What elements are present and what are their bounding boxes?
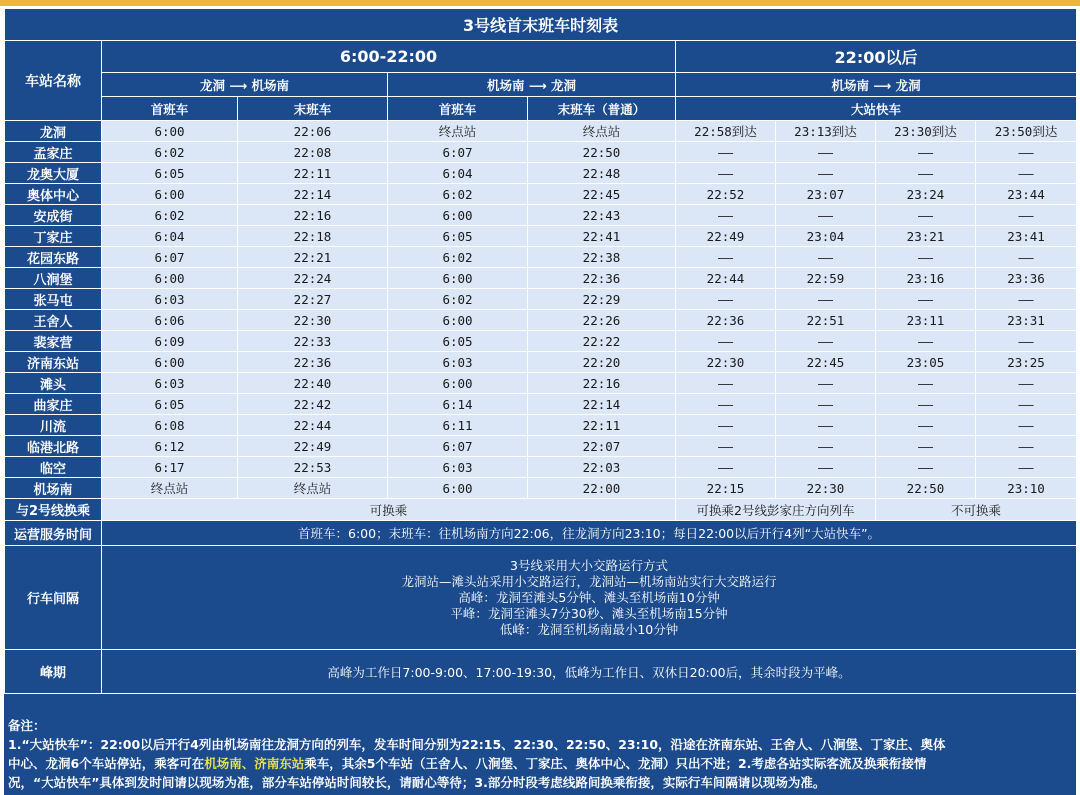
first-train-to-airport-cell: 6:02 [102, 142, 238, 163]
first-train-to-longdong-cell: 6:02 [388, 289, 528, 310]
first-train-to-airport-cell: 6:05 [102, 394, 238, 415]
direction-to-longdong-header: 机场南 ⟶ 龙洞 [388, 73, 676, 97]
interval-line: 平峰：龙洞至滩头7分30秒、滩头至机场南15分钟 [450, 605, 728, 621]
express-2-cell: —— [776, 436, 876, 457]
express-3-cell: —— [876, 373, 976, 394]
notes-text: 中心、龙洞6个车站停站，乘客可在 [8, 756, 205, 771]
express-1-cell: 22:58到达 [676, 121, 776, 142]
last-train-to-longdong-cell: 22:11 [528, 415, 676, 436]
timetable-panel [4, 8, 1076, 795]
station-name: 龙奥大厦 [5, 163, 102, 184]
express-2-cell: 22:59 [776, 268, 876, 289]
station-row [5, 247, 1077, 268]
express-2-cell: 23:04 [776, 226, 876, 247]
first-train-to-longdong-cell: 6:02 [388, 184, 528, 205]
first-train-to-longdong-cell: 6:05 [388, 331, 528, 352]
express-1-cell: —— [676, 457, 776, 478]
last-train-to-longdong-cell: 22:45 [528, 184, 676, 205]
transfer-night-b: 不可换乘 [876, 499, 1077, 521]
express-2-cell: —— [776, 163, 876, 184]
station-row [5, 163, 1077, 184]
day-period-header: 6:00-22:00 [102, 41, 676, 73]
last-train-to-airport-cell: 22:33 [238, 331, 388, 352]
first-train-to-airport-cell: 6:08 [102, 415, 238, 436]
express-4-cell: —— [976, 205, 1077, 226]
express-1-cell: —— [676, 205, 776, 226]
station-name: 曲家庄 [5, 394, 102, 415]
express-4-cell: —— [976, 247, 1077, 268]
express-1-cell: 22:15 [676, 478, 776, 499]
last-train-to-airport-cell: 22:27 [238, 289, 388, 310]
timetable [4, 8, 1077, 694]
first-train-to-airport-cell: 6:06 [102, 310, 238, 331]
express-4-cell: 23:25 [976, 352, 1077, 373]
express-2-cell: 22:51 [776, 310, 876, 331]
station-row [5, 457, 1077, 478]
station-name: 滩头 [5, 373, 102, 394]
express-4-cell: 23:10 [976, 478, 1077, 499]
last-train-to-longdong-cell: 22:00 [528, 478, 676, 499]
station-row [5, 352, 1077, 373]
last-train-to-longdong-cell: 22:03 [528, 457, 676, 478]
express-1-cell: 22:36 [676, 310, 776, 331]
station-row [5, 331, 1077, 352]
notes-heading: 备注： [8, 718, 46, 733]
station-name: 丁家庄 [5, 226, 102, 247]
express-3-cell: —— [876, 142, 976, 163]
last-train-to-longdong-cell: 22:26 [528, 310, 676, 331]
last-train-to-longdong-cell: 22:41 [528, 226, 676, 247]
notes-text: 乘车，其余5个车站（王舍人、八涧堡、丁家庄、奥体中心、龙洞）只出不进；2.考虑各站实际客流及换乘衔接情 [304, 756, 927, 771]
express-1-cell: —— [676, 415, 776, 436]
express-2-cell: —— [776, 289, 876, 310]
first-train-to-longdong-cell: 6:11 [388, 415, 528, 436]
last-train-to-airport-cell: 22:24 [238, 268, 388, 289]
last-train-normal-header: 末班车（普通） [528, 97, 676, 121]
last-train-to-longdong-cell: 22:43 [528, 205, 676, 226]
express-3-cell: 23:11 [876, 310, 976, 331]
station-name: 机场南 [5, 478, 102, 499]
page-title: 3号线首末班车时刻表 [5, 9, 1077, 41]
interval-text [102, 546, 1077, 650]
express-2-cell: 23:13到达 [776, 121, 876, 142]
station-row [5, 121, 1077, 142]
station-row [5, 268, 1077, 289]
last-train-to-airport-cell: 22:11 [238, 163, 388, 184]
highlight-jinan-east: 济南东站 [254, 756, 305, 771]
express-3-cell: —— [876, 436, 976, 457]
express-1-cell: —— [676, 163, 776, 184]
first-train-to-longdong-cell: 6:00 [388, 373, 528, 394]
first-train-to-airport-cell: 6:00 [102, 184, 238, 205]
first-train-to-longdong-cell: 6:04 [388, 163, 528, 184]
station-name: 济南东站 [5, 352, 102, 373]
express-3-cell: —— [876, 394, 976, 415]
transfer-label: 与2号线换乘 [5, 499, 102, 521]
station-row [5, 478, 1077, 499]
express-1-cell: —— [676, 436, 776, 457]
station-name: 裴家营 [5, 331, 102, 352]
station-name: 临空 [5, 457, 102, 478]
highlight-separator: 、 [241, 756, 255, 771]
highlight-airport-south: 机场南 [204, 756, 242, 771]
notes-section [4, 710, 1076, 795]
station-column-header: 车站名称 [5, 41, 102, 121]
express-2-cell: —— [776, 373, 876, 394]
express-3-cell: —— [876, 163, 976, 184]
express-4-cell: —— [976, 163, 1077, 184]
interval-line: 龙洞站—滩头站采用小交路运行，龙洞站—机场南站实行大交路运行 [401, 573, 777, 589]
service-label: 运营服务时间 [5, 521, 102, 546]
notes-line-1: 1.“大站快车”：22:00以后开行4列由机场南往龙洞方向的列车，发车时间分别为22:15、22:30、22:50、23:10，沿途在济南东站、王舍人、八涧堡、丁家庄、奥体 [8, 737, 946, 752]
first-train-to-airport-cell: 6:03 [102, 373, 238, 394]
last-train-to-longdong-cell: 22:36 [528, 268, 676, 289]
last-train-to-longdong-cell: 终点站 [528, 121, 676, 142]
first-train-to-airport-cell: 6:09 [102, 331, 238, 352]
first-train-to-longdong-cell: 终点站 [388, 121, 528, 142]
first-train-to-airport-cell: 6:02 [102, 205, 238, 226]
last-train-to-airport-cell: 22:21 [238, 247, 388, 268]
first-train-to-longdong-cell: 6:03 [388, 457, 528, 478]
first-train-to-longdong-cell: 6:07 [388, 436, 528, 457]
express-4-cell: 23:50到达 [976, 121, 1077, 142]
express-4-cell: 23:31 [976, 310, 1077, 331]
express-1-cell: 22:52 [676, 184, 776, 205]
station-name: 花园东路 [5, 247, 102, 268]
express-2-cell: —— [776, 205, 876, 226]
express-4-cell: —— [976, 373, 1077, 394]
last-train-to-airport-cell: 22:44 [238, 415, 388, 436]
first-train-to-airport-cell: 终点站 [102, 478, 238, 499]
express-1-cell: 22:30 [676, 352, 776, 373]
express-1-cell: —— [676, 331, 776, 352]
express-4-cell: 23:36 [976, 268, 1077, 289]
express-1-cell: —— [676, 142, 776, 163]
night-period-header: 22:00以后 [676, 41, 1077, 73]
express-3-cell: 22:50 [876, 478, 976, 499]
last-train-to-longdong-cell: 22:29 [528, 289, 676, 310]
express-4-cell: —— [976, 142, 1077, 163]
last-train-to-airport-cell: 22:16 [238, 205, 388, 226]
express-header: 大站快车 [676, 97, 1077, 121]
last-train-to-longdong-cell: 22:20 [528, 352, 676, 373]
station-row [5, 205, 1077, 226]
transfer-night-a: 可换乘2号线彭家庄方向列车 [676, 499, 876, 521]
first-train-to-airport-cell: 6:03 [102, 289, 238, 310]
first-train-to-airport-cell: 6:04 [102, 226, 238, 247]
express-4-cell: 23:44 [976, 184, 1077, 205]
first-train-to-longdong-cell: 6:05 [388, 226, 528, 247]
first-train-to-longdong-cell: 6:03 [388, 352, 528, 373]
interval-line: 高峰：龙洞至滩头5分钟、滩头至机场南10分钟 [458, 589, 720, 605]
last-train-to-airport-cell: 22:30 [238, 310, 388, 331]
express-2-cell: —— [776, 331, 876, 352]
first-train-to-longdong-cell: 6:07 [388, 142, 528, 163]
express-3-cell: —— [876, 415, 976, 436]
express-3-cell: 23:05 [876, 352, 976, 373]
express-3-cell: 23:21 [876, 226, 976, 247]
station-row [5, 289, 1077, 310]
first-train-to-airport-cell: 6:12 [102, 436, 238, 457]
first-train-to-longdong-cell: 6:00 [388, 268, 528, 289]
express-3-cell: —— [876, 457, 976, 478]
station-name: 奥体中心 [5, 184, 102, 205]
station-row [5, 142, 1077, 163]
first-train-to-airport-cell: 6:00 [102, 121, 238, 142]
last-train-to-airport-cell: 22:49 [238, 436, 388, 457]
first-train-to-longdong-cell: 6:00 [388, 478, 528, 499]
station-row [5, 415, 1077, 436]
first-train-to-longdong-cell: 6:00 [388, 310, 528, 331]
last-train-to-longdong-cell: 22:38 [528, 247, 676, 268]
express-3-cell: —— [876, 331, 976, 352]
station-name: 王舍人 [5, 310, 102, 331]
last-train-to-airport-cell: 22:18 [238, 226, 388, 247]
last-train-to-airport-cell: 22:06 [238, 121, 388, 142]
first-train-to-longdong-cell: 6:02 [388, 247, 528, 268]
last-train-to-airport-cell: 终点站 [238, 478, 388, 499]
last-train-to-longdong-cell: 22:22 [528, 331, 676, 352]
station-row [5, 436, 1077, 457]
last-train-to-longdong-cell: 22:14 [528, 394, 676, 415]
first-train-to-airport-cell: 6:00 [102, 352, 238, 373]
interval-line: 3号线采用大小交路运行方式 [510, 557, 668, 573]
last-train-header: 末班车 [238, 97, 388, 121]
station-row [5, 226, 1077, 247]
transfer-day: 可换乘 [102, 499, 676, 521]
last-train-to-airport-cell: 22:53 [238, 457, 388, 478]
express-3-cell: 23:24 [876, 184, 976, 205]
express-3-cell: 23:30到达 [876, 121, 976, 142]
first-train-to-airport-cell: 6:07 [102, 247, 238, 268]
express-3-cell: —— [876, 289, 976, 310]
last-train-to-airport-cell: 22:40 [238, 373, 388, 394]
peak-label: 峰期 [5, 650, 102, 694]
last-train-to-longdong-cell: 22:48 [528, 163, 676, 184]
station-row [5, 310, 1077, 331]
last-train-to-airport-cell: 22:36 [238, 352, 388, 373]
express-2-cell: —— [776, 247, 876, 268]
express-1-cell: —— [676, 373, 776, 394]
express-4-cell: —— [976, 436, 1077, 457]
last-train-to-longdong-cell: 22:50 [528, 142, 676, 163]
direction-to-airport-header: 龙洞 ⟶ 机场南 [102, 73, 388, 97]
express-2-cell: —— [776, 142, 876, 163]
express-2-cell: —— [776, 415, 876, 436]
night-direction-header: 机场南 ⟶ 龙洞 [676, 73, 1077, 97]
station-row [5, 394, 1077, 415]
interval-label: 行车间隔 [5, 546, 102, 650]
station-row [5, 373, 1077, 394]
last-train-to-longdong-cell: 22:07 [528, 436, 676, 457]
express-1-cell: 22:44 [676, 268, 776, 289]
first-train-to-airport-cell: 6:17 [102, 457, 238, 478]
station-name: 八涧堡 [5, 268, 102, 289]
express-4-cell: —— [976, 331, 1077, 352]
first-train-header-2: 首班车 [388, 97, 528, 121]
last-train-to-longdong-cell: 22:16 [528, 373, 676, 394]
express-2-cell: 23:07 [776, 184, 876, 205]
station-name: 临港北路 [5, 436, 102, 457]
first-train-header: 首班车 [102, 97, 238, 121]
express-2-cell: 22:45 [776, 352, 876, 373]
express-4-cell: —— [976, 457, 1077, 478]
station-name: 川流 [5, 415, 102, 436]
express-4-cell: —— [976, 394, 1077, 415]
station-name: 孟家庄 [5, 142, 102, 163]
express-2-cell: —— [776, 457, 876, 478]
top-accent-bar [0, 0, 1080, 6]
first-train-to-airport-cell: 6:05 [102, 163, 238, 184]
notes-line-3: 况，“大站快车”具体到发时间请以现场为准，部分车站停站时间较长，请耐心等待；3.部分时段考虑线路间换乘衔接，实际行车间隔请以现场为准。 [8, 775, 826, 790]
first-train-to-longdong-cell: 6:14 [388, 394, 528, 415]
last-train-to-airport-cell: 22:08 [238, 142, 388, 163]
express-3-cell: —— [876, 247, 976, 268]
express-1-cell: —— [676, 394, 776, 415]
interval-line: 低峰：龙洞至机场南最小10分钟 [499, 621, 679, 637]
station-name: 张马屯 [5, 289, 102, 310]
express-1-cell: —— [676, 247, 776, 268]
express-4-cell: —— [976, 415, 1077, 436]
express-2-cell: 22:30 [776, 478, 876, 499]
express-4-cell: —— [976, 289, 1077, 310]
express-4-cell: 23:41 [976, 226, 1077, 247]
last-train-to-airport-cell: 22:14 [238, 184, 388, 205]
express-2-cell: —— [776, 394, 876, 415]
express-1-cell: 22:49 [676, 226, 776, 247]
first-train-to-airport-cell: 6:00 [102, 268, 238, 289]
last-train-to-airport-cell: 22:42 [238, 394, 388, 415]
express-3-cell: —— [876, 205, 976, 226]
peak-text: 高峰为工作日7:00-9:00、17:00-19:30，低峰为工作日、双休日20:00后，其余时段为平峰。 [102, 650, 1077, 694]
station-row [5, 184, 1077, 205]
station-name: 龙洞 [5, 121, 102, 142]
express-3-cell: 23:16 [876, 268, 976, 289]
express-1-cell: —— [676, 289, 776, 310]
station-name: 安成街 [5, 205, 102, 226]
first-train-to-longdong-cell: 6:00 [388, 205, 528, 226]
service-text: 首班车：6:00；末班车：往机场南方向22:06，往龙洞方向23:10；每日22:00以后开行4列“大站快车”。 [102, 521, 1077, 546]
notes-line-2 [8, 754, 1068, 773]
